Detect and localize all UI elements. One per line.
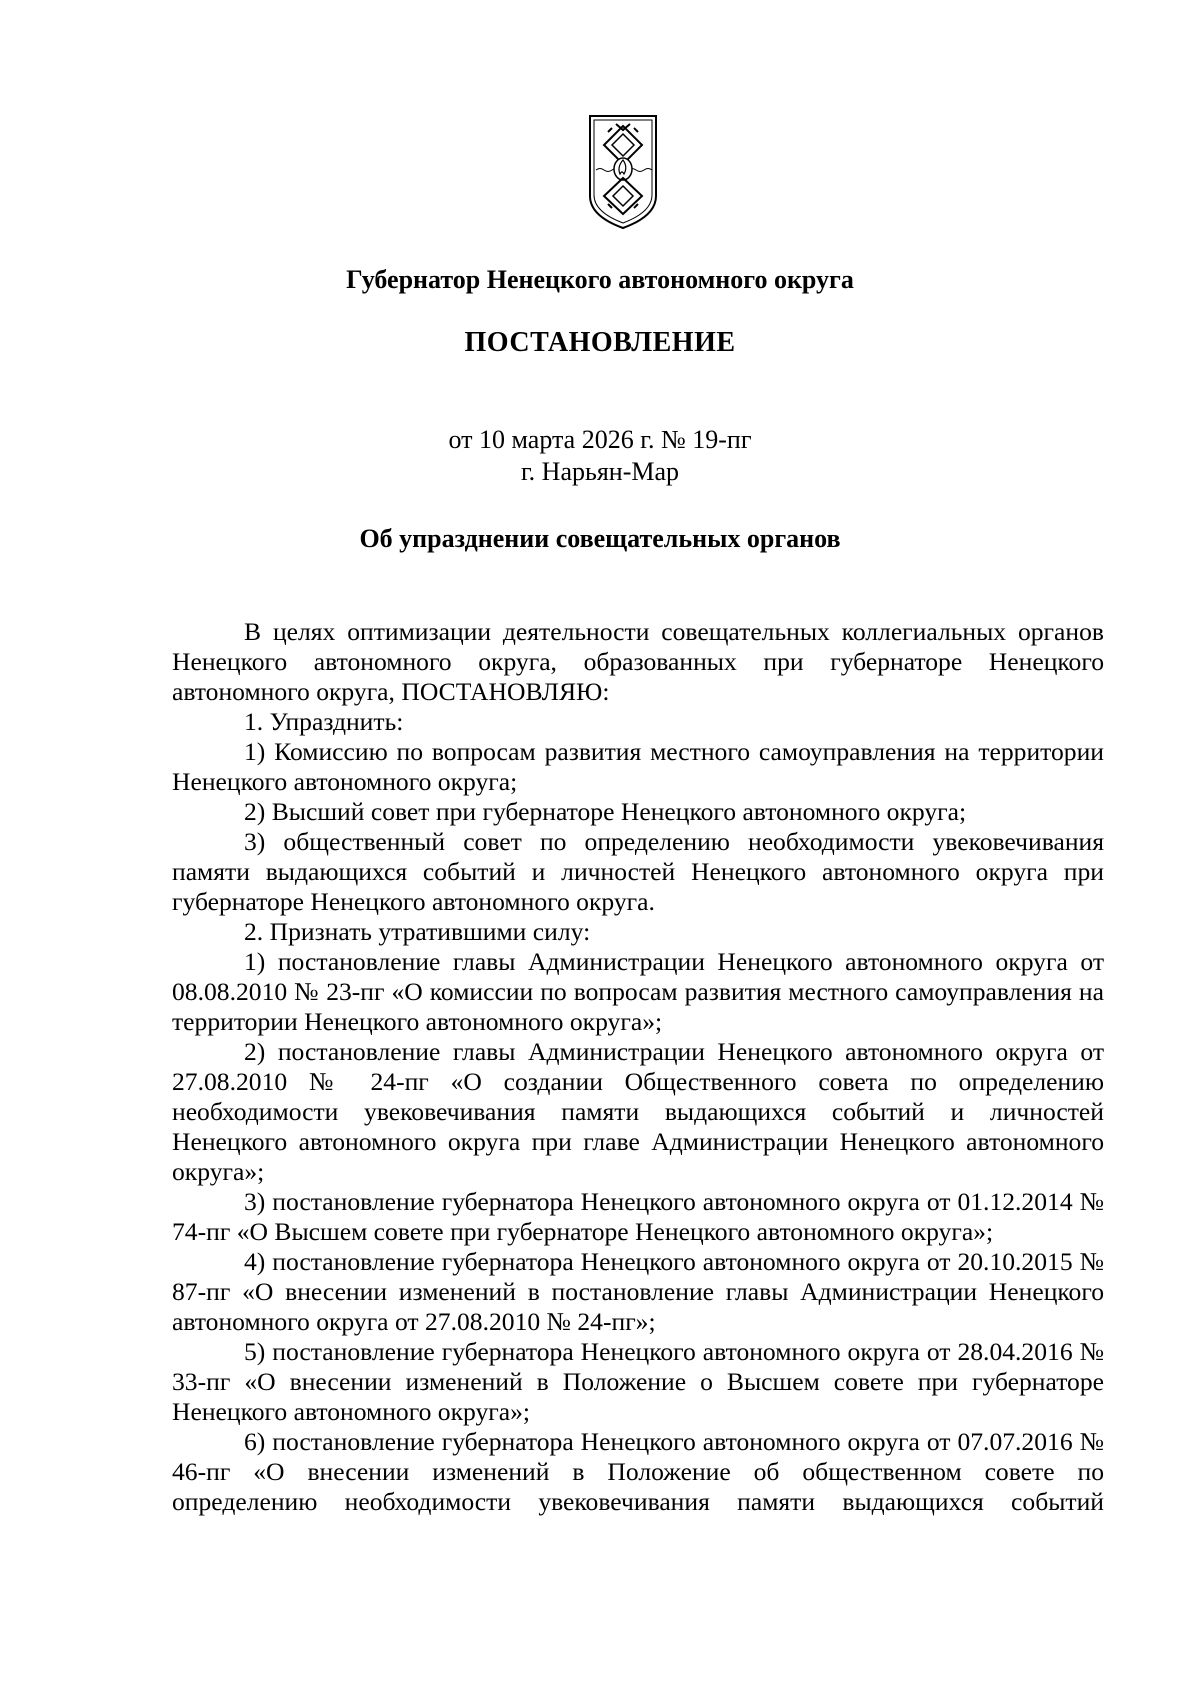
clause-1-item-1: 1) Комиссию по вопросам развития местного самоуправления на территории Ненецкого автономного округа; (172, 737, 1104, 796)
clause-1-item-2: 2) Высший совет при губернаторе Ненецкого автономного округа; (244, 797, 967, 826)
clause-2-item-2: 2) постановление главы Администрации Ненецкого автономного округа от 27.08.2010 № 24-пг «О создании Общественного совета по определению необходимости увековечивания памяти выдающихся событий и личностей Ненецкого автономного округа при главе Администрации Ненецкого автономного округа»; (172, 1037, 1104, 1186)
clause-2-item-4: 4) постановление губернатора Ненецкого автономного округа от 20.10.2015 № 87-пг «О внесении изменений в постановление главы Администрации Ненецкого автономного округа от 27.08.2010 № 24-пг»; (172, 1247, 1104, 1336)
document-city: г. Нарьян-Мар (520, 457, 680, 486)
preamble-paragraph: В целях оптимизации деятельности совещательных коллегиальных органов Ненецкого автономного округа, образованных при губернаторе Ненецкого автономного округа, ПОСТАНОВЛЯЮ: (172, 617, 1104, 706)
clause-1-item-3: 3) общественный совет по определению необходимости увековечивания памяти выдающихся событий и личностей Ненецкого автономного округа при губернаторе Ненецкого автономного округа. (172, 827, 1104, 916)
document-date-number: от 10 марта 2026 г. № 19-пг (448, 425, 752, 454)
clause-2-item-6: 6) постановление губернатора Ненецкого автономного округа от 07.07.2016 № 46-пг «О внесении изменений в Положение об общественном совете по определению необходимости увековечивания памяти выдающихся событий (172, 1427, 1104, 1516)
issuing-authority: Губернатор Ненецкого автономного округа (346, 265, 854, 294)
document-subject: Об упразднении совещательных органов (359, 524, 841, 553)
clause-2-item-5: 5) постановление губернатора Ненецкого автономного округа от 28.04.2016 № 33-пг «О внесении изменений в Положение о Высшем совете при губернаторе Ненецкого автономного округа»; (172, 1337, 1104, 1426)
document-body (172, 617, 1104, 1517)
clause-1-heading: 1. Упразднить: (244, 707, 404, 736)
clause-2-item-3: 3) постановление губернатора Ненецкого автономного округа от 01.12.2014 № 74-пг «О Высшем совете при губернаторе Ненецкого автономного округа»; (172, 1187, 1104, 1246)
clause-2-item-1: 1) постановление главы Администрации Ненецкого автономного округа от 08.08.2010 № 23-пг «О комиссии по вопросам развития местного самоуправления на территории Ненецкого автономного округа»; (172, 947, 1104, 1036)
document-type: ПОСТАНОВЛЕНИЕ (464, 327, 736, 358)
clause-2-heading: 2. Признать утратившими силу: (244, 917, 591, 946)
nenets-coat-of-arms-icon (586, 112, 660, 232)
